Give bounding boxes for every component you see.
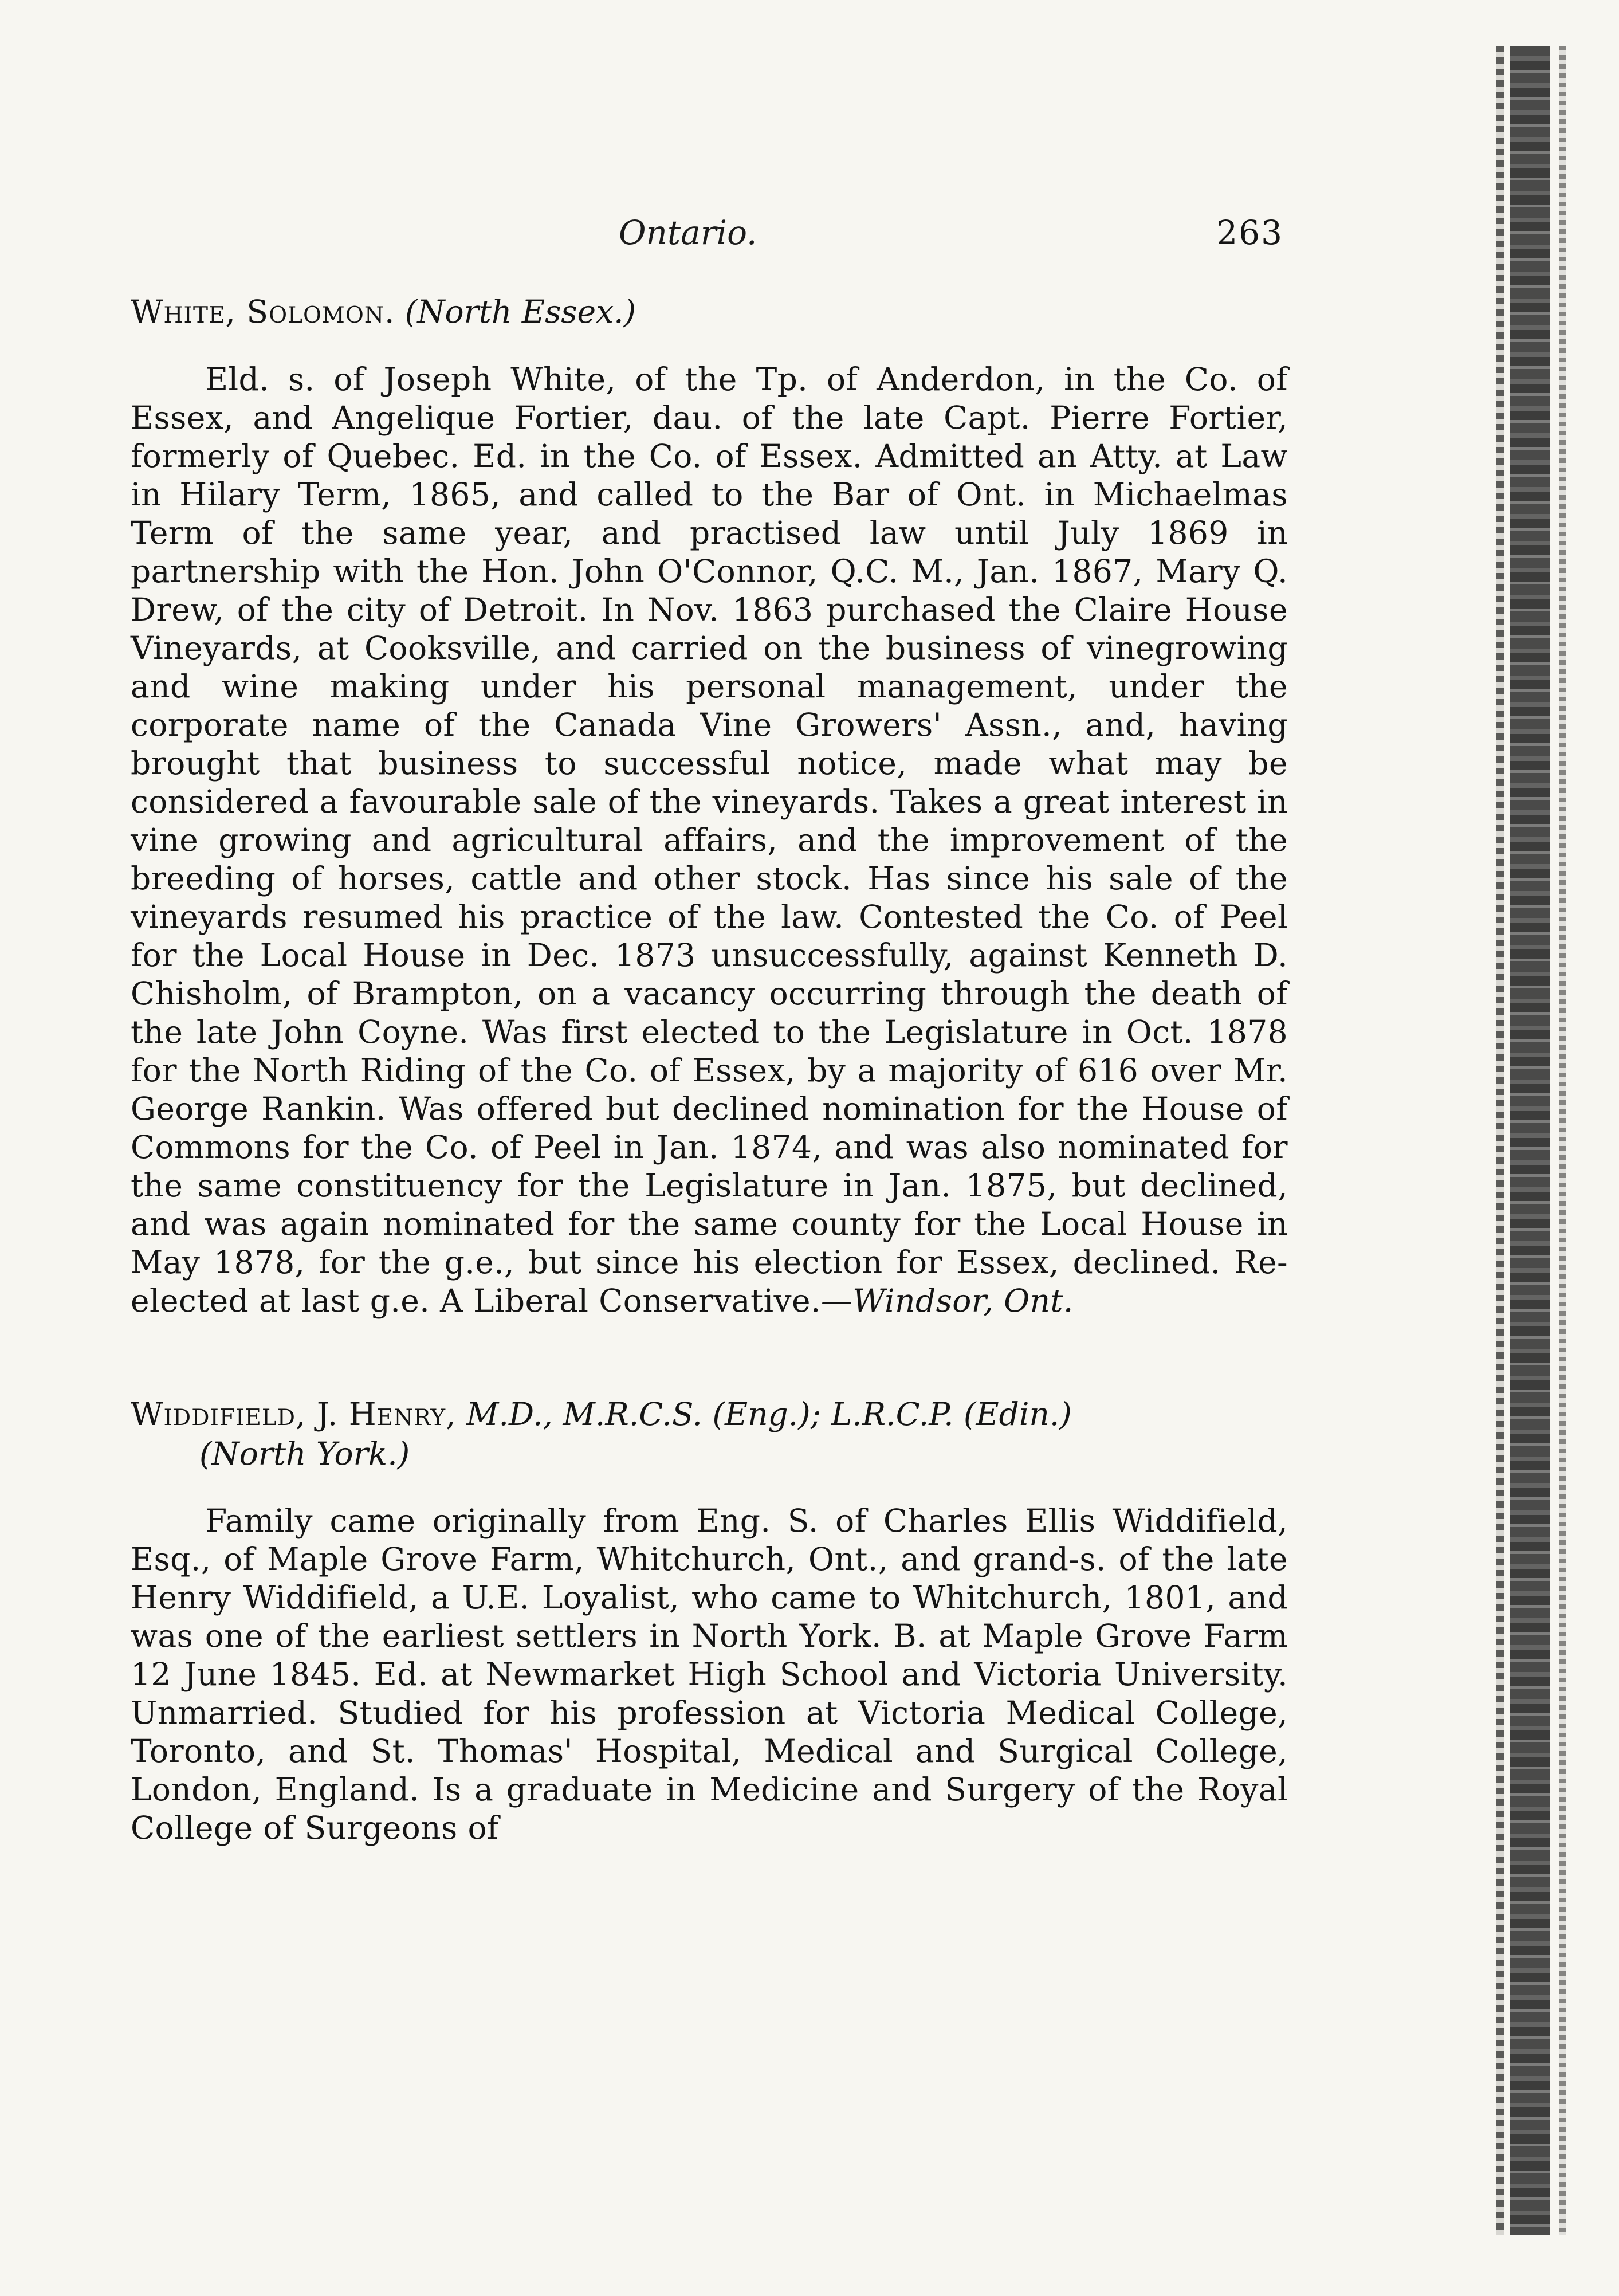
entry-body-text: Eld. s. of Joseph White, of the Tp. of Anderdon, in the Co. of Essex, and Angelique Fortier, dau. of the late Capt. Pierre Fortier, formerly of Quebec. Ed. in the Co. of Essex. Admitted an Atty. at Law in Hilary Term, 1865, and called to the Bar of Ont. in Michaelmas Term of the same year, and practised law until July 1869 in partnership with the Hon. John O'Connor, Q.C. M., Jan. 1867, Mary Q. Drew, of the city of Detroit. In Nov. 1863 purchased the Claire House Vineyards, at Cooksville, and carried on the business of vinegrowing and wine making under his personal management, under the corporate name of the Canada Vine Growers' Assn., and, having brought that business to successful notice, made what may be considered a favourable sale of the vineyards. Takes a great interest in vine growing and agricultural affairs, and the improvement of the breeding of horses, cattle and other stock. Has since his sale of the vineyards resumed his practice of the law. Contested the Co. of Peel for the Local House in Dec. 1873 unsuccessfully, against Kenneth D. Chisholm, of Brampton, on a vacancy occurring through the death of the late John Coyne. Was first elected to the Legislature in Oct. 1878 for the North Riding of the Co. of Essex, by a majority of 616 over Mr. George Rankin. Was offered but declined nomination for the House of Commons for the Co. of Peel in Jan. 1874, and was also nominated for the same constituency for the Legislature in Jan. 1875, but declined, and was again nominated for the same county for the Local House in May 1878, for the g.e., but since his election for Essex, declined. Re-elected at last g.e. A Liberal Conservative. [131,360,1288,1319]
entry-constituency: (North Essex.) [404,293,636,330]
running-title: Ontario. [619,213,757,252]
entry-constituency: (North York.) [199,1435,410,1472]
entry-heading [131,1395,1288,1434]
biography-entry-widdifield [131,1395,1288,1848]
biography-entry-white [131,292,1288,1320]
entry-name: White, Solomon. [131,293,395,330]
entry-credentials: M.D., M.R.C.S. (Eng.); L.R.C.P. (Edin.) [466,1395,1072,1432]
entry-body-text: Family came originally from Eng. S. of Charles Ellis Widdifield, Esq., of Maple Grove Farm, Whitchurch, Ont., and grand-s. of the late Henry Widdifield, a U.E. Loyalist, who came to Whitchurch, 1801, and was one of the earliest settlers in North York. B. at Maple Grove Farm 12 June 1845. Ed. at Newmarket High School and Victoria University. Unmarried. Studied for his profession at Victoria Medical College, Toronto, and St. Thomas' Hospital, Medical and Surgical College, London, England. Is a graduate in Medicine and Surgery of the Royal College of Surgeons of [131,1502,1288,1847]
entry-signoff: —Windsor, Ont. [820,1282,1074,1319]
entry-name: Widdifield, J. Henry, [131,1395,457,1432]
entry-heading [131,292,1288,332]
entry-body [131,360,1288,1320]
page-number: 263 [1216,213,1283,252]
page-header [619,213,1283,265]
page-content [131,292,1288,1847]
scanned-page-edge [1510,46,1550,2235]
